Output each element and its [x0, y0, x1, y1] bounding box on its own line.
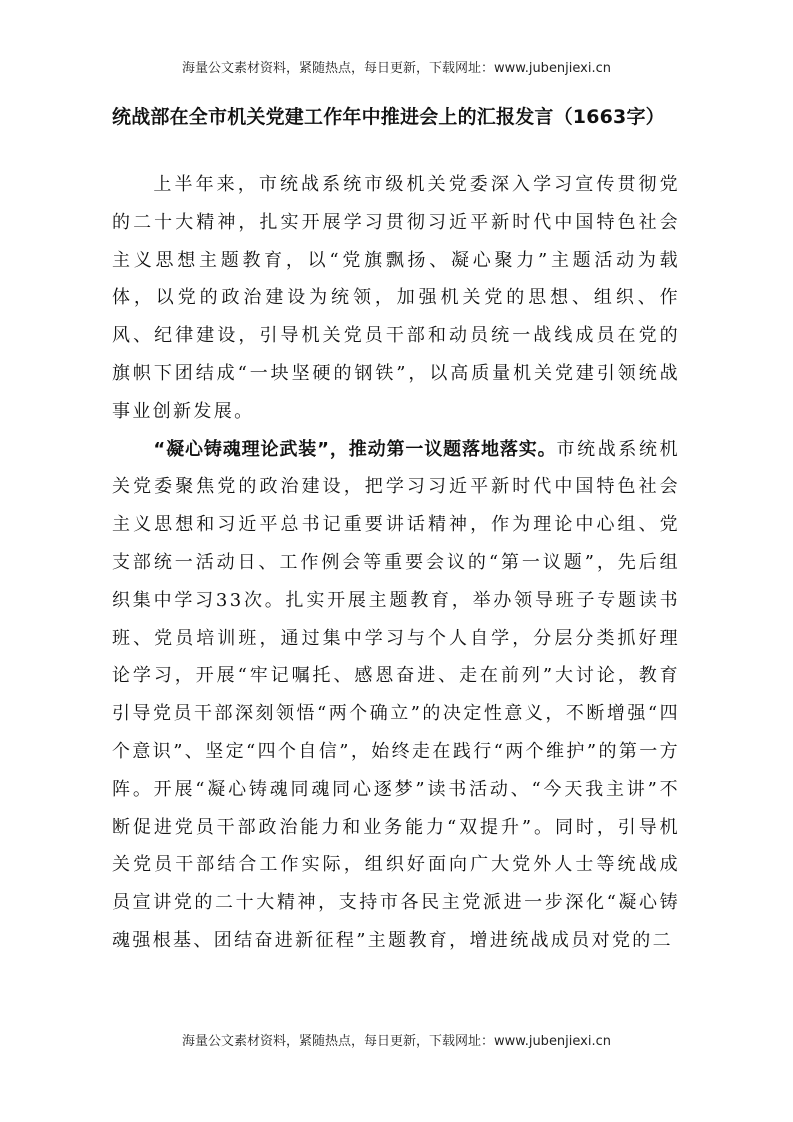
page-header: 海量公文素材资料，紧随热点，每日更新，下载网址：www.jubenjiexi.cn: [182, 61, 611, 76]
paragraph-intro-text: 上半年来，市统战系统市级机关党委深入学习宣传贯彻党的二十大精神，扎实开展学习贯彻习近平新时代中国特色社会主义思想主题教育，以“党旗飘扬、凝心聚力”主题活动为载体，以党的政治建设为统领，加强机关党的思想、组织、作风、纪律建设，引导机关党员干部和动员统一战线成员在党的旗帜下团结成“一块坚硬的钢铁”，以高质量机关党建引领统战事业创新发展。: [112, 174, 680, 422]
page-footer: 海量公文素材资料，紧随热点，每日更新，下载网址：www.jubenjiexi.cn: [182, 1034, 611, 1049]
paragraph-intro: [112, 166, 680, 431]
paragraph-theory-study-text: 市统战系统机关党委聚焦党的政治建设，把学习习近平新时代中国特色社会主义思想和习近平总书记重要讲话精神，作为理论中心组、党支部统一活动日、工作例会等重要会议的“第一议题”，先后组织集中学习33次。扎实开展主题教育，举办领导班子专题读书班、党员培训班，通过集中学习与个人自学，分层分类抓好理论学习，开展“牢记嘱托、感恩奋进、走在前列”大讨论，教育引导党员干部深刻领悟“两个确立”的决定性意义，不断增强“四个意识”、坚定“四个自信”，始终走在践行“两个维护”的第一方阵。开展“凝心铸魂同魂同心逐梦”读书活动、“今天我主讲”不断促进党员干部政治能力和业务能力“双提升”。同时，引导机关党员干部结合工作实际，组织好面向广大党外人士等统战成员宣讲党的二十大精神，支持市各民主党派进一步深化“凝心铸魂强根基、团结奋进新征程”主题教育，增进统战成员对党的二: [112, 438, 680, 951]
paragraph-theory-study: [112, 431, 680, 960]
document-body: [112, 166, 680, 960]
paragraph-heading: “凝心铸魂理论武装”，推动第一议题落地落实。: [153, 438, 557, 460]
document-title: 统战部在全市机关党建工作年中推进会上的汇报发言（1663字）: [112, 106, 665, 128]
